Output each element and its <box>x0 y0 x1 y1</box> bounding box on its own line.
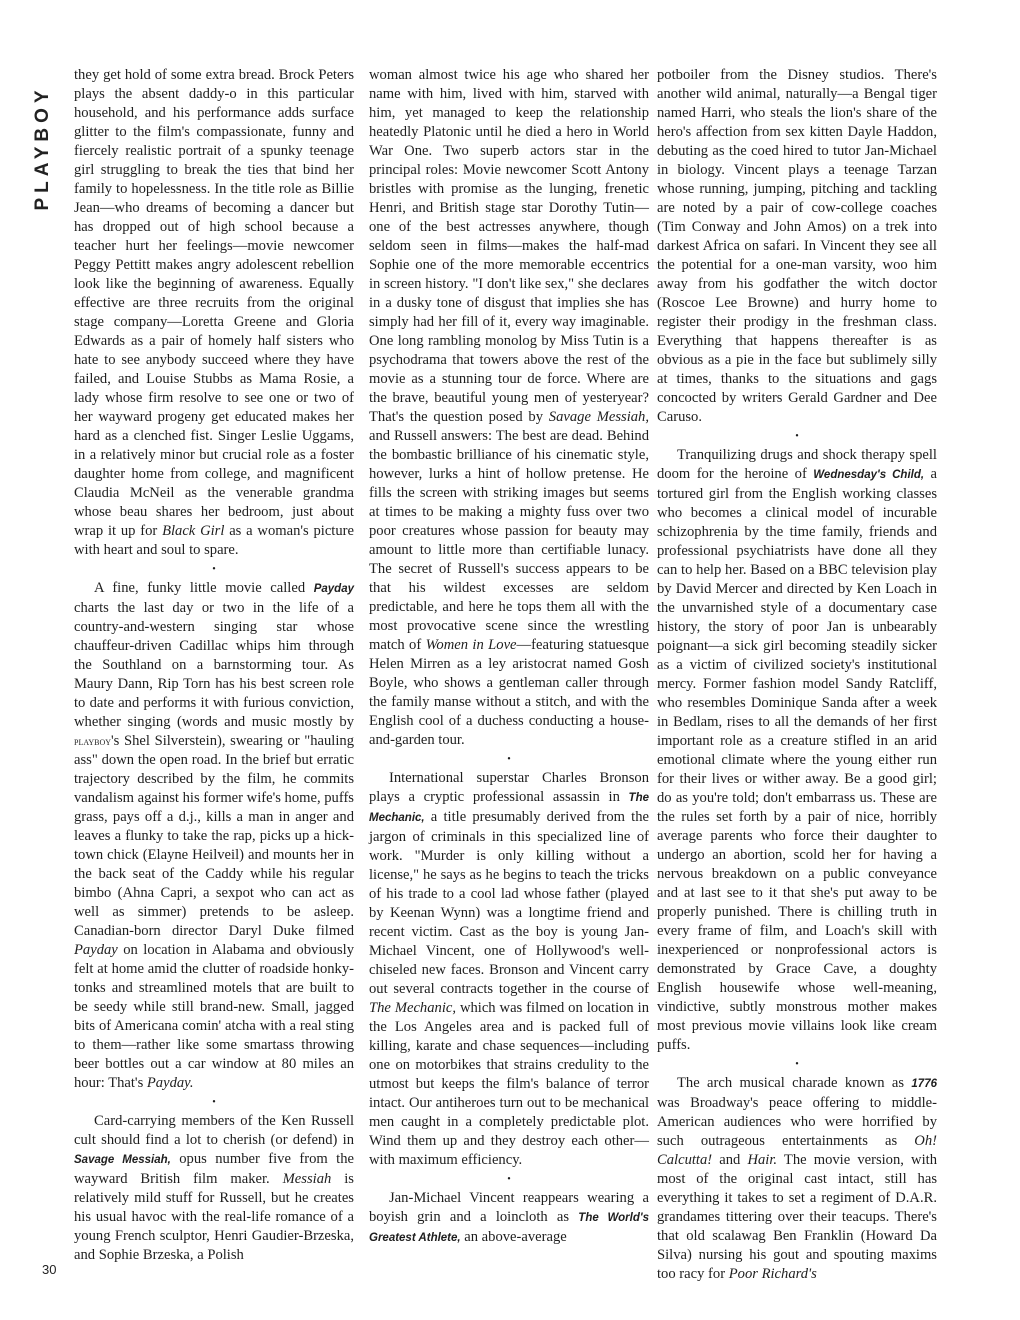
review-the-mechanic: International superstar Charles Bronson plays a cryptic professional assassin in The Mechanic, a title presumably derived from the jargon of criminals in this specialized line of work. "Murder is only killing without a license," he says as he begins to teach the tricks of his trade to a cool lad whose father (played by Keenan Wynn) was a longtime friend and recent victim. Cast as the boy is young Jan-Michael Vincent, one of Hollywood's well-chiseled new faces. Bronson and Vincent carry out several contracts together in the course of The Mechanic, which was filmed on location in the Los Angeles area and is packed full of killing, karate and chase sequences—including one on motorbikes that strains credulity to the utmost but keeps the film's balance of terror intact. Our antiheroes turn out to be mechanical men caught in a completely predictable plot. Wind them up and they destroy each other—with maximum efficiency. <box>369 770 649 1168</box>
magazine-masthead: PLAYBOY <box>32 85 53 211</box>
column-1 <box>74 66 354 1265</box>
review-savage-messiah: Card-carrying members of the Ken Russell cult should find a lot to cherish (or defend) in Savage Messiah, opus number five from the wayward British film maker. Messiah is relatively mild stuff for Russell, but he creates his usual havoc with the real-life romance of a young French sculptor, Henri Gaudier-Brzeska, and Sophie Brzeska, a Polish <box>74 1113 354 1263</box>
review-separator: • <box>795 431 799 442</box>
review-savage-messiah-cont: woman almost twice his age who shared her name with him, lived with him, starved with him, yet managed to keep the relationship heatedly Platonic until he died a hero in World War One. Two superb actors star in the principal roles: Movie newcomer Scott Antony bristles with promise as the lunging, frenetic Henri, and British stage star Dorothy Tutin—one of the best actresses anywhere, though seldom seen in films—makes the half-mad Sophie one of the more memorable eccentrics in screen history. "I don't like sex," she declares in a dusky tone of disgust that implies she has simply had her fill of it, every way imaginable. One long rambling monolog by Miss Tutin is a psychodrama that towers above the rest of the movie as a stunning tour de force. Where are the brave, beautiful young men of yesteryear? That's the question posed by Savage Messiah, and Russell answers: The best are dead. Behind the bombastic brilliance of his cinematic style, however, lurks a hint of hollow pretense. He fills the screen with striking images but seems at times to be making a mighty fuss over two poor creatures whose passion for beauty may amount to little more than certifiable lunacy. The secret of Russell's success appears to be that his wildest excesses are seldom predictable, and here he tops them all with the most provocative scene since the wrestling match of Women in Love—featuring statuesque Helen Mirren as a ley aristocrat named Gosh Boyle, who shows a gentleman caller through the family manse without a stitch, and with the English cool of a duchess conducting a house-and-garden tour. <box>369 67 649 748</box>
review-black-girl-end: they get hold of some extra bread. Brock Peters plays the absent daddy-o in this particular household, and his performance adds surface glitter to the film's compassionate, funny and fiercely realistic portrait of a spunky teenage girl struggling to break the ties that bind her family to hopelessness. In the title role as Billie Jean—who dreams of becoming a dancer but has dropped out of high school because a teacher hurt her feelings—movie newcomer Peggy Pettitt makes angry adolescent rebellion look like the beginning of awareness. Equally effective are three recruits from the original stage company—Loretta Greene and Gloria Edwards as a pair of homely half sisters who hate to see anybody succeed where they have failed, and Louise Stubbs as Mama Rosie, a lady whose firm resolve to see one or two of her wayward progeny get educated makes her hard as a clenched fist. Singer Leslie Uggams, in a relatively minor but crucial role as a foster daughter home from college, and magnificent Claudia McNeil as the venerable grandma whose beau shares her bedroom, just about wrap it up for Black Girl as a woman's picture with heart and soul to spare. <box>74 67 354 558</box>
review-1776: The arch musical charade known as 1776 was Broadway's peace offering to middle-American audiences who were horrified by such outrageous entertainments as Oh! Calcutta! and Hair. The movie version, with most of the original cast intact, still has everything it takes to set a regiment of D.A.R. grandames tittering over their teacups. There's that old scalawag Ben Franklin (Howard Da Silva) nursing his gout and spouting maxims too racy for Poor Richard's <box>657 1075 937 1282</box>
review-wednesdays-child: Tranquilizing drugs and shock therapy spell doom for the heroine of Wednesday's Child, a tortured girl from the English working classes who becomes a clinical model of incurable schizophrenia by the time family, friends and professional psychiatrists have done all they can to help her. Based on a BBC television play by David Mercer and directed by Ken Loach in the unvarnished style of a documentary case history, the story of poor Jan is unbearably poignant—a sick girl becoming steadily sicker as a victim of civilized society's institutional mercy. Former fashion model Sandy Ratcliff, who resembles Dominique Sanda after a week in Bedlam, rises to all the demands of her first important role as a creature stifled in an arid emotional climate where the young either run for their lives or wither away. Be a good girl; do as you're told; don't embarrass us. These are the rules set forth by a pair of nice, horribly average parents who force their daughter to undergo an abortion, scold her for having a nervous breakdown on a public conveyance and at last see to it that she's put away to be properly punished. There is chilling truth in every frame of film, and Loach's skill with inexperienced or nonprofessional actors is demonstrated by Grace Cave, a doughty English housewife whose well-meaning, vindictive, subtly monstrous mother makes most previous movie villains look like cream puffs. <box>657 447 937 1053</box>
review-separator: • <box>212 1097 216 1108</box>
page-number: 30 <box>42 1262 57 1277</box>
review-worlds-greatest-athlete: Jan-Michael Vincent reappears wearing a boyish grin and a loincloth as The World's Greatest Athlete, an above-average <box>369 1190 649 1245</box>
review-separator: • <box>507 1174 511 1185</box>
review-separator: • <box>795 1059 799 1070</box>
review-separator: • <box>212 564 216 575</box>
review-worlds-greatest-athlete-cont: potboiler from the Disney studios. There's another wild animal, naturally—a Bengal tiger named Harri, who steals the lion's share of the hero's affection from sex kitten Dayle Haddon, debuting as the coed hired to tutor Jan-Michael in biology. Vincent plays a teenage Tarzan whose running, jumping, pitching and tackling are noted by a pair of cow-college coaches (Tim Conway and John Amos) on a trek into darkest Africa on safari. In Vincent they see all the potential for a one-man varsity, woo him away from his godfather the witch doctor (Roscoe Lee Browne) and hurry home to register their prodigy in the freshman class. Everything that happens thereafter is as obvious as a pie in the face but sublimely silly at times, thanks to the situations and gags concocted by writers Gerald Gardner and Dee Caruso. <box>657 67 937 425</box>
review-separator: • <box>507 754 511 765</box>
column-3 <box>657 66 937 1284</box>
column-2 <box>369 66 649 1248</box>
review-payday: A fine, funky little movie called Payday charts the last day or two in the life of a country-and-western singing star whose chauffeur-driven Cadillac whips him through the Southland on a barnstorming tour. As Maury Dann, Rip Torn has his best screen role to date and performs it with furious conviction, whether singing (words and music mostly by playboy's Shel Silverstein), swearing or "hauling ass" down the open road. In the brief but erratic trajectory described by the film, he commits vandalism against his former wife's home, puffs grass, pays off a d.j., kills a man in anger and leaves a flunky to take the rap, picks up a hick-town chick (Elayne Heilveil) and mounts her in the back seat of the Caddy while his regular bimbo (Ahna Capri, a sexpot who can act as well as simmer) pretends to be asleep. Canadian-born director Daryl Duke filmed Payday on location in Alabama and obviously felt at home amid the clutter of roadside honky-tonks and streamlined motels that are built to be seedy while still brand-new. Small, jagged bits of Americana comin' atcha with a real sting to them—rather like some smartass throwing beer bottles out a car window at 80 miles an hour: That's Payday. <box>74 580 354 1091</box>
